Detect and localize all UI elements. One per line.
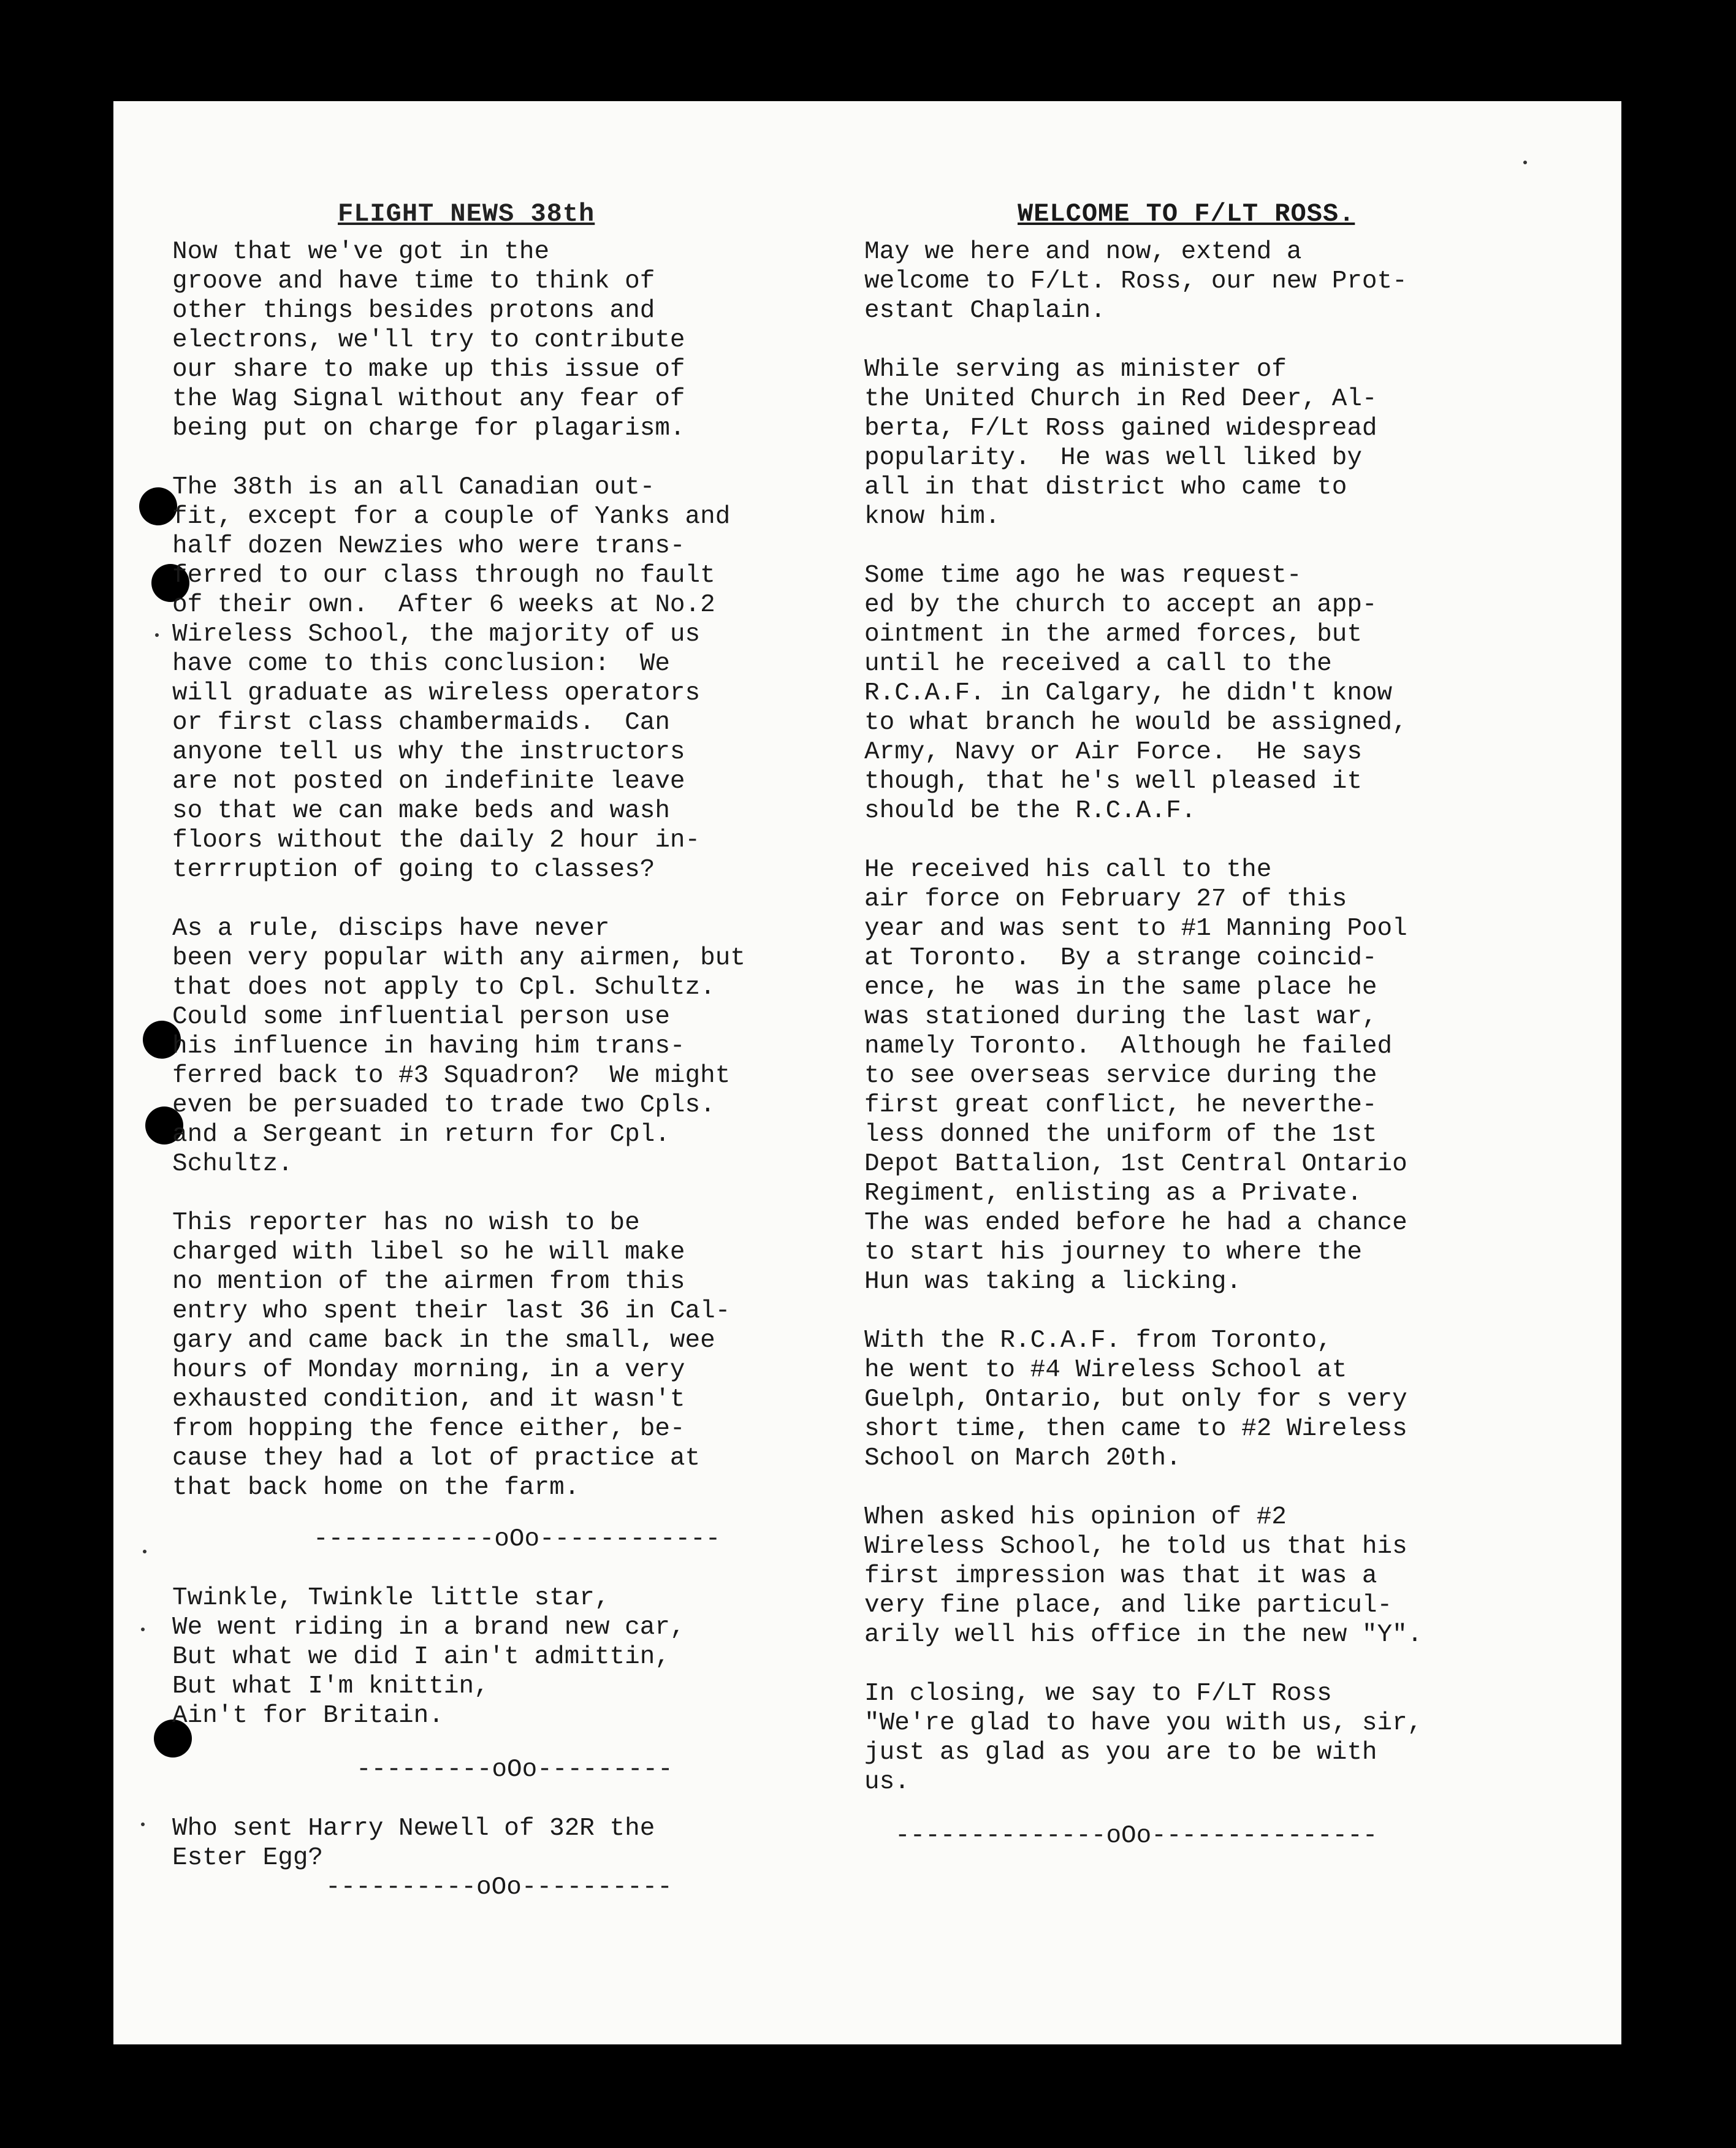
- section-divider: ------------oOo------------: [313, 1525, 721, 1553]
- section-divider: ----------oOo----------: [326, 1873, 672, 1902]
- section-divider: ---------oOo---------: [356, 1756, 673, 1784]
- ink-speck: [155, 633, 159, 637]
- ink-speck: [141, 1822, 145, 1826]
- left-paragraph: This reporter has no wish to be charged with libel so he will make no mention of the airmen from this entry who spent their last 36 in Cal- gary and came back in the small, wee hours of Monday morning, in a very exhausted condition, and it wasn't from hopping the fence either, be- cause they had a lot of practice at that back home on the farm.: [172, 1209, 731, 1502]
- left-paragraph: As a rule, discips have never been very popular with any airmen, but that does not apply to Cpl. Schultz. Could some influential person use his influence in having him trans- ferred back to #3 Squadron? We might even be persuaded to trade two Cpls. and a Sergeant in return for Cpl. Schultz.: [172, 915, 745, 1178]
- right-paragraph: He received his call to the air force on February 27 of this year and was sent to #1 Manning Pool at Toronto. By a strange coincid- ence, he was in the same place he was stationed during the last war, namely Toronto. Although he failed to see overseas service during the first great conflict, he neverthe- less donned the uniform of the 1st Depot Battalion, 1st Central Ontario Regiment, enlisting as a Private. The was ended before he had a chance to start his journey to where the Hun was taking a licking.: [864, 856, 1407, 1296]
- left-column: [172, 199, 865, 1932]
- question: Who sent Harry Newell of 32R the Ester Egg?: [172, 1815, 655, 1872]
- section-divider: --------------oOo---------------: [895, 1822, 1378, 1850]
- left-paragraph: The 38th is an all Canadian out- fit, except for a couple of Yanks and half dozen Newzies who were trans- ferred to our class through no fault of their own. After 6 weeks at No.2 Wireless School, the majority of us have come to this conclusion: We will graduate as wireless operators or first class chambermaids. Can anyone tell us why the instructors are not posted on indefinite leave so that we can make beds and wash floors without the daily 2 hour in- terrruption of going to classes?: [172, 473, 731, 884]
- ink-speck: [143, 1550, 147, 1553]
- right-column: [864, 199, 1563, 1880]
- typewritten-page: [113, 101, 1621, 2044]
- left-paragraph: Now that we've got in the groove and have time to think of other things besides protons and electrons, we'll try to contribute our share to make up this issue of the Wag Signal without any fear of being put on charge for plagarism.: [172, 238, 685, 443]
- right-paragraph: In closing, we say to F/LT Ross "We're glad to have you with us, sir, just as glad as you are to be with us.: [864, 1680, 1423, 1796]
- right-heading: WELCOME TO F/LT ROSS.: [1018, 199, 1355, 229]
- punch-hole: [139, 487, 177, 525]
- right-paragraph: When asked his opinion of #2 Wireless School, he told us that his first impression was that it was a very fine place, and like particul- arily well his office in the new "Y".: [864, 1503, 1423, 1649]
- ink-speck: [1523, 161, 1527, 164]
- right-paragraph: With the R.C.A.F. from Toronto, he went to #4 Wireless School at Guelph, Ontario, but only for s very short time, then came to #2 Wireless School on March 20th.: [864, 1327, 1407, 1472]
- left-heading: FLIGHT NEWS 38th: [338, 199, 595, 229]
- right-paragraph: May we here and now, extend a welcome to F/Lt. Ross, our new Prot- estant Chaplain.: [864, 238, 1407, 325]
- right-paragraph: Some time ago he was request- ed by the church to accept an app- ointment in the armed forces, but until he received a call to the R.C.A.F. in Calgary, he didn't know to what branch he would be assigned, Army, Navy or Air Force. He says though, that he's well pleased it should be the R.C.A.F.: [864, 562, 1407, 825]
- right-paragraph: While serving as minister of the United Church in Red Deer, Al- berta, F/Lt Ross gained widespread popularity. He was well liked by all in that district who came to know him.: [864, 356, 1377, 531]
- ink-speck: [141, 1628, 145, 1631]
- poem: Twinkle, Twinkle little star, We went riding in a brand new car, But what we did I ain't admittin, But what I'm knittin, Ain't for Britain.: [172, 1584, 685, 1730]
